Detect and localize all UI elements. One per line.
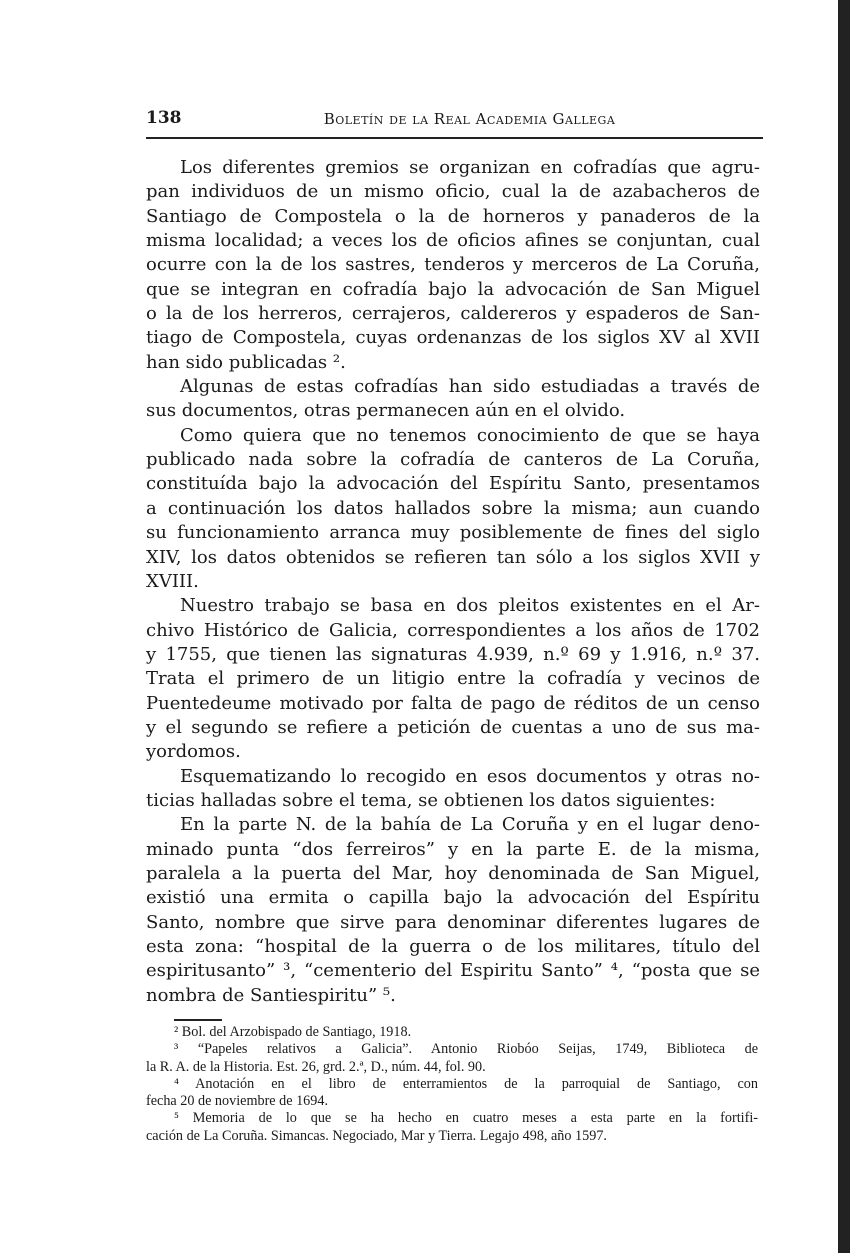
paragraph-line: o la de los herreros, cerrajeros, caldereros y espaderos de San- [146,303,760,325]
paragraph-line: pan individuos de un mismo oficio, cual la de azabacheros de [146,181,760,203]
scan-edge [838,0,850,1253]
paragraph-line: Santiago de Compostela o la de horneros y panaderos de la [146,205,760,227]
paragraph-line: Santo, nombre que sirve para denominar diferentes lugares de [146,911,760,933]
paragraph-line: ocurre con la de los sastres, tenderos y merceros de La Coruña, [146,254,760,276]
paragraph-line: Los diferentes gremios se organizan en cofradías que agru- [180,157,760,178]
header-rule [146,137,763,139]
paragraph-line: Trata el primero de un litigio entre la cofradía y vecinos de [146,668,760,690]
footnote-line: cación de La Coruña. Simancas. Negociado, Mar y Tierra. Legajo 498, año 1597. [146,1127,607,1144]
body-text [146,156,760,1008]
paragraph-line: espiritusanto” ³, “cementerio del Espiritu Santo” ⁴, “posta que se [146,960,760,982]
footnote-line: la R. A. de la Historia. Est. 26, grd. 2.ª, D., núm. 44, fol. 90. [146,1058,486,1075]
footnote-line: fecha 20 de noviembre de 1694. [146,1093,329,1110]
paragraph-line: Nuestro trabajo se basa en dos pleitos existentes en el Ar- [180,595,760,617]
paragraph-line: esta zona: “hospital de la guerra o de los militares, título del [146,936,760,957]
paragraph-line: y el segundo se refiere a petición de cuentas a uno de sus ma- [146,716,760,738]
paragraph-line: existió una ermita o capilla bajo la advocación del Espíritu [146,887,760,909]
paragraph-line: tiago de Compostela, cuyas ordenanzas de los siglos XV al XVII [146,327,760,349]
footnote-line: ⁴ Anotación en el libro de enterramientos de la parroquial de Santiago, con [174,1075,758,1092]
paragraph-line: chivo Histórico de Galicia, correspondientes a los años de 1702 [146,619,760,641]
paragraph-line: XVIII. [146,570,199,592]
paragraph-line: a continuación los datos hallados sobre la misma; aun cuando [146,497,760,519]
page-header [146,108,763,132]
paragraph-line: sus documentos, otras permanecen aún en el olvido. [146,400,626,422]
paragraph-line: En la parte N. de la bahía de La Coruña y en el lugar deno- [180,814,760,836]
paragraph-line: que se integran en cofradía bajo la advocación de San Miguel [146,278,760,300]
paragraph-line: y 1755, que tienen las signaturas 4.939, n.º 69 y 1.916, n.º 37. [146,643,760,665]
footnote-line: ² Bol. del Arzobispado de Santiago, 1918. [174,1024,412,1040]
footnote-rule [174,1019,222,1021]
page-number: 138 [146,108,182,128]
paragraph-line: XIV, los datos obtenidos se refieren tan sólo a los siglos XVII y [146,546,760,568]
running-title: Boletín de la Real Academia Gallega [323,110,616,128]
paragraph-line: Esquematizando lo recogido en esos documentos y otras no- [180,765,760,787]
paragraph-line: paralela a la puerta del Mar, hoy denominada de San Miguel, [146,862,760,884]
paragraph-line: han sido publicadas ². [146,351,346,373]
footnotes [146,1024,758,1145]
paragraph-line: yordomos. [146,741,241,763]
paragraph-line: minado punta “dos ferreiros” y en la parte E. de la misma, [146,838,760,860]
footnote-line: ⁵ Memoria de lo que se ha hecho en cuatro meses a esta parte en la fortifi- [174,1110,758,1127]
paragraph-line: publicado nada sobre la cofradía de canteros de La Coruña, [146,449,760,471]
paragraph-line: su funcionamiento arranca muy posiblemente de fines del siglo [146,522,760,544]
paragraph-line: ticias halladas sobre el tema, se obtienen los datos siguientes: [146,789,716,811]
paragraph-line: Puentedeume motivado por falta de pago de réditos de un censo [146,692,760,714]
paragraph-line: misma localidad; a veces los de oficios afines se conjuntan, cual [146,230,760,252]
paragraph-line: Como quiera que no tenemos conocimiento de que se haya [180,424,760,446]
paragraph-line: Algunas de estas cofradías han sido estudiadas a través de [180,376,760,398]
footnote-line: ³ “Papeles relativos a Galicia”. Antonio Riobóo Seijas, 1749, Biblioteca de [174,1041,758,1058]
paragraph-line: nombra de Santiespiritu” ⁵. [146,984,396,1006]
paragraph-line: constituída bajo la advocación del Espíritu Santo, presentamos [146,473,760,495]
